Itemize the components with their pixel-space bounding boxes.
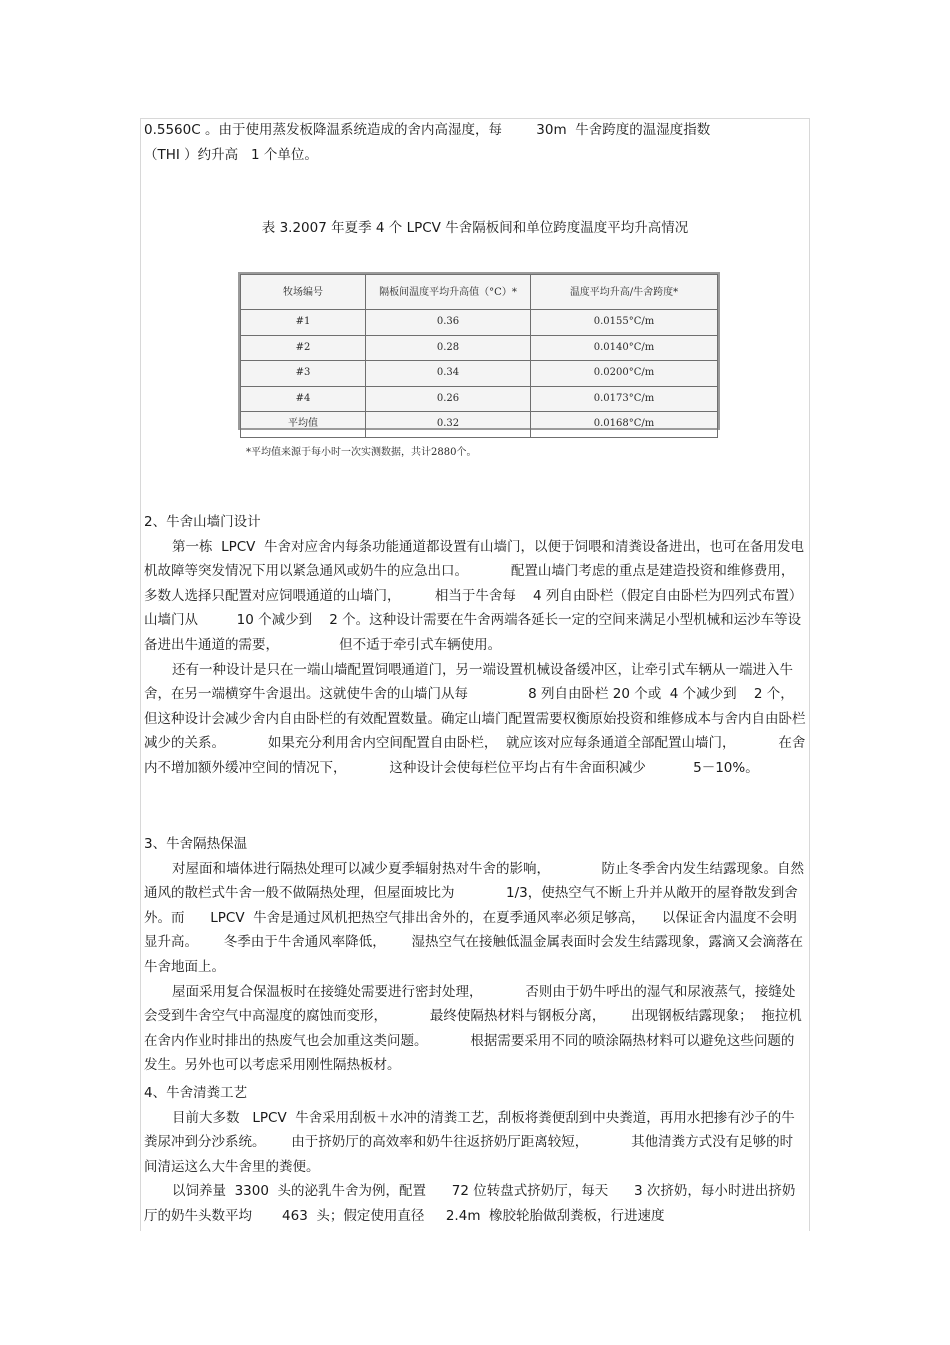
table-cell: 0.26 bbox=[366, 386, 531, 412]
table-note: *平均值来源于每小时一次实测数据，共计2880个。 bbox=[246, 446, 477, 458]
section-insulation bbox=[144, 832, 806, 1078]
table-header-cell: 隔板间温度平均升高值（°C）* bbox=[366, 275, 531, 310]
table-cell: #3 bbox=[241, 361, 366, 387]
table-grid bbox=[240, 274, 718, 438]
table-header-cell: 温度平均升高/牛舍跨度* bbox=[531, 275, 718, 310]
table-cell: 0.32 bbox=[366, 412, 531, 438]
table-cell: 0.0173°C/m bbox=[531, 386, 718, 412]
table-row bbox=[241, 412, 718, 438]
paragraph: 目前大多数 LPCV 牛舍采用刮板＋水冲的清粪工艺，刮板将粪便刮到中央粪道，再用水把掺有沙子的牛粪尿冲到分沙系统。 由于挤奶厅的高效率和奶牛往返挤奶厅距离较短， 其他清粪方式没有足够的时间清运这么大牛舍里的粪便。 bbox=[144, 1109, 795, 1175]
paragraph: 第一栋 LPCV 牛舍对应舍内每条功能通道都设置有山墙门，以便于饲喂和清粪设备进出，也可在备用发电机故障等突发情况下用以紧急通风或奶牛的应急出口。 配置山墙门考虑的重点是建造投资和维修费用， 多数人选择只配置对应饲喂通道的山墙门， 相当于牛舍每 4 列自由卧栏（假定自由卧栏为四列式布置）山墙门从 10 个减少到 2 个。这种设计需要在牛舍两端各延长一定的空间来满足小型机械和运沙车等设备进出牛通道的需要， 但不适于牵引式车辆使用。 bbox=[144, 538, 821, 653]
intro-line-1: 0.5560C 。由于使用蒸发板降温系统造成的舍内高湿度，每 30m 牛舍跨度的温湿度指数 bbox=[144, 122, 711, 138]
data-table bbox=[238, 272, 720, 458]
table-cell: 0.0168°C/m bbox=[531, 412, 718, 438]
table-cell: 0.34 bbox=[366, 361, 531, 387]
paragraph: 对屋面和墙体进行隔热处理可以减少夏季辐射热对牛舍的影响， 防止冬季舍内发生结露现象。自然通风的散栏式牛舍一般不做隔热处理，但屋面坡比为 1/3，使热空气不断上升并从敞开的屋脊散发到舍外。而 LPCV 牛舍是通过风机把热空气排出舍外的，在夏季通风率必须足够高， 以保证舍内温度不会明显升高。 冬季由于牛舍通风率降低， 湿热空气在接触低温金属表面时会发生结露现象，露滴又会滴落在牛舍地面上。 bbox=[144, 860, 804, 975]
table-cell: 0.36 bbox=[366, 310, 531, 336]
table-header-row bbox=[241, 275, 718, 310]
table-cell: #1 bbox=[241, 310, 366, 336]
table-row bbox=[241, 310, 718, 336]
table-row bbox=[241, 386, 718, 412]
table-cell: 0.0155°C/m bbox=[531, 310, 718, 336]
table-cell: 平均值 bbox=[241, 412, 366, 438]
table-cell: #4 bbox=[241, 386, 366, 412]
table-cell: 0.0140°C/m bbox=[531, 335, 718, 361]
document-body bbox=[144, 118, 821, 1224]
intro-line-2: （THI ）约升高 1 个单位。 bbox=[144, 146, 318, 163]
paragraph: 以饲养量 3300 头的泌乳牛舍为例，配置 72 位转盘式挤奶厅，每天 3 次挤奶，每小时进出挤奶厅的奶牛头数平均 463 头；假定使用直径 2.4m 橡胶轮胎做刮粪板，行进速度 bbox=[144, 1183, 796, 1224]
table-header-cell: 牧场编号 bbox=[241, 275, 366, 310]
section-heading: 4、牛舍清粪工艺 bbox=[144, 1085, 248, 1101]
table-caption: 表 3.2007 年夏季 4 个 LPCV 牛舍隔板间和单位跨度温度平均升高情况 bbox=[261, 220, 689, 236]
section-heading: 2、牛舍山墙门设计 bbox=[144, 514, 261, 530]
paragraph: 还有一种设计是只在一端山墙配置饲喂通道门，另一端设置机械设备缓冲区，让牵引式车辆从一端进入牛舍，在另一端横穿牛舍退出。这就使牛舍的山墙门从每 8 列自由卧栏 20 个或 4 个减少到 2 个，但这种设计会减少舍内自由卧栏的有效配置数量。确定山墙门配置需要权衡原始投资和维修成本与舍内自由卧栏减少的关系。 如果充分利用舍内空间配置自由卧栏， 就应该对应每条通道全部配置山墙门， 在舍内不增加额外缓冲空间的情况下， 这种设计会使每栏位平均占有牛舍面积减少 5－10%。 bbox=[144, 661, 806, 776]
section-manure-cleaning bbox=[144, 1081, 806, 1229]
paragraph: 屋面采用复合保温板时在接缝处需要进行密封处理， 否则由于奶牛呼出的湿气和尿液蒸气，接缝处会受到牛舍空气中高湿度的腐蚀而变形， 最终使隔热材料与钢板分离， 出现钢板结露现象； 拖拉机在舍内作业时排出的热废气也会加重这类问题。 根据需要采用不同的喷涂隔热材料可以避免这些问题的发生。另外也可以考虑采用刚性隔热板材。 bbox=[144, 983, 802, 1074]
table-row bbox=[241, 361, 718, 387]
table-cell: 0.0200°C/m bbox=[531, 361, 718, 387]
section-heading: 3、牛舍隔热保温 bbox=[144, 836, 248, 852]
table-row bbox=[241, 335, 718, 361]
section-gable-doors bbox=[144, 510, 821, 781]
table-cell: 0.28 bbox=[366, 335, 531, 361]
table-cell: #2 bbox=[241, 335, 366, 361]
